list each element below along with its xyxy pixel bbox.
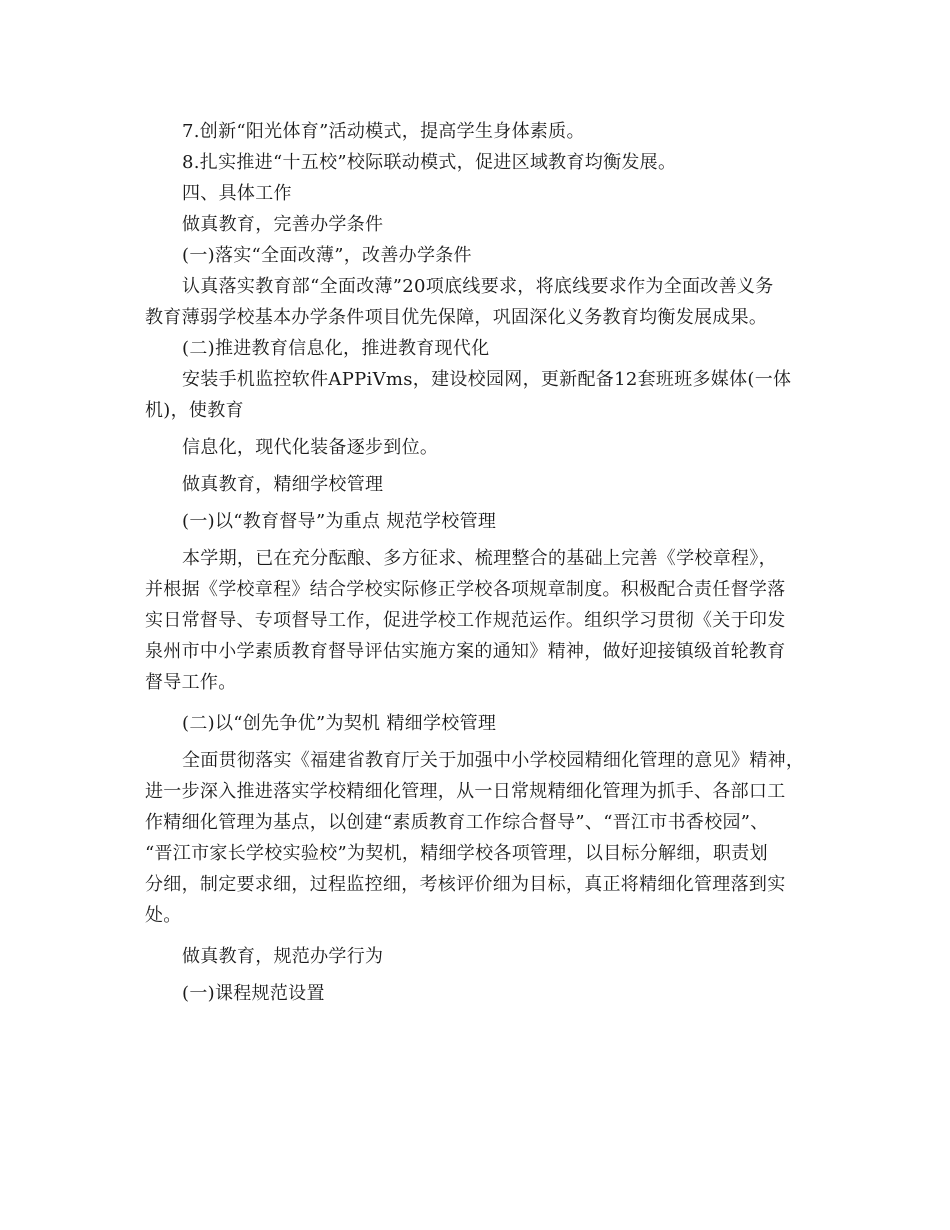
subsection-heading: 做真教育，完善办学条件 bbox=[182, 214, 384, 235]
paragraph bbox=[145, 745, 815, 931]
paragraph-line: 进一步深入推进落实学校精细化管理，从一日常规精细化管理为抓手、各部口工 bbox=[145, 781, 786, 802]
paragraph-line: 认真落实教育部“全面改薄”20项底线要求，将底线要求作为全面改善义务 bbox=[182, 276, 774, 297]
item-heading: (二)推进教育信息化，推进教育现代化 bbox=[182, 338, 490, 359]
paragraph-line: “晋江市家长学校实验校”为契机，精细学校各项管理，以目标分解细，职责划 bbox=[145, 843, 768, 864]
item-heading: (二)以“创先争优”为契机 精细学校管理 bbox=[182, 713, 497, 734]
subsection-heading: 做真教育，规范办学行为 bbox=[182, 946, 384, 967]
paragraph-line: 督导工作。 bbox=[145, 672, 237, 693]
paragraph-line: 机)，使教育 bbox=[145, 400, 244, 421]
paragraph-line: 信息化，现代化装备逐步到位。 bbox=[182, 437, 439, 458]
paragraph-line: 分细，制定要求细，过程监控细，考核评价细为目标，真正将精细化管理落到实 bbox=[145, 874, 786, 895]
paragraph-line: 泉州市中小学素质教育督导评估实施方案的通知》精神，做好迎接镇级首轮教育 bbox=[145, 641, 786, 662]
item-heading: (一)以“教育督导”为重点 规范学校管理 bbox=[182, 511, 497, 532]
paragraph-line: 教育薄弱学校基本办学条件项目优先保障，巩固深化义务教育均衡发展成果。 bbox=[145, 307, 768, 328]
section-heading: 四、具体工作 bbox=[182, 183, 292, 204]
list-item-7: 7.创新“阳光体育”活动模式，提高学生身体素质。 bbox=[182, 121, 585, 142]
list-item-8: 8.扎实推进“十五校”校际联动模式，促进区域教育均衡发展。 bbox=[182, 152, 677, 173]
document-body bbox=[145, 116, 815, 1009]
paragraph-line: 处。 bbox=[145, 905, 182, 926]
paragraph bbox=[145, 543, 815, 698]
paragraph bbox=[145, 364, 815, 426]
paragraph-line: 安装手机监控软件APPiVms，建设校园网，更新配备12套班班多媒体(一体 bbox=[182, 369, 792, 390]
subsection-heading: 做真教育，精细学校管理 bbox=[182, 474, 384, 495]
item-heading: (一)课程规范设置 bbox=[182, 983, 325, 1004]
paragraph-line: 本学期，已在充分酝酿、多方征求、梳理整合的基础上完善《学校章程》， bbox=[182, 548, 777, 569]
paragraph-line: 作精细化管理为基点，以创建“素质教育工作综合督导”、“晋江市书香校园”、 bbox=[145, 812, 769, 833]
item-heading: (一)落实“全面改薄”，改善办学条件 bbox=[182, 245, 472, 266]
paragraph-line: 全面贯彻落实《福建省教育厅关于加强中小学校园精细化管理的意见》精神， bbox=[182, 750, 805, 771]
paragraph bbox=[145, 271, 815, 333]
paragraph-line: 并根据《学校章程》结合学校实际修正学校各项规章制度。积极配合责任督学落 bbox=[145, 579, 786, 600]
paragraph-line: 实日常督导、专项督导工作，促进学校工作规范运作。组织学习贯彻《关于印发 bbox=[145, 610, 786, 631]
